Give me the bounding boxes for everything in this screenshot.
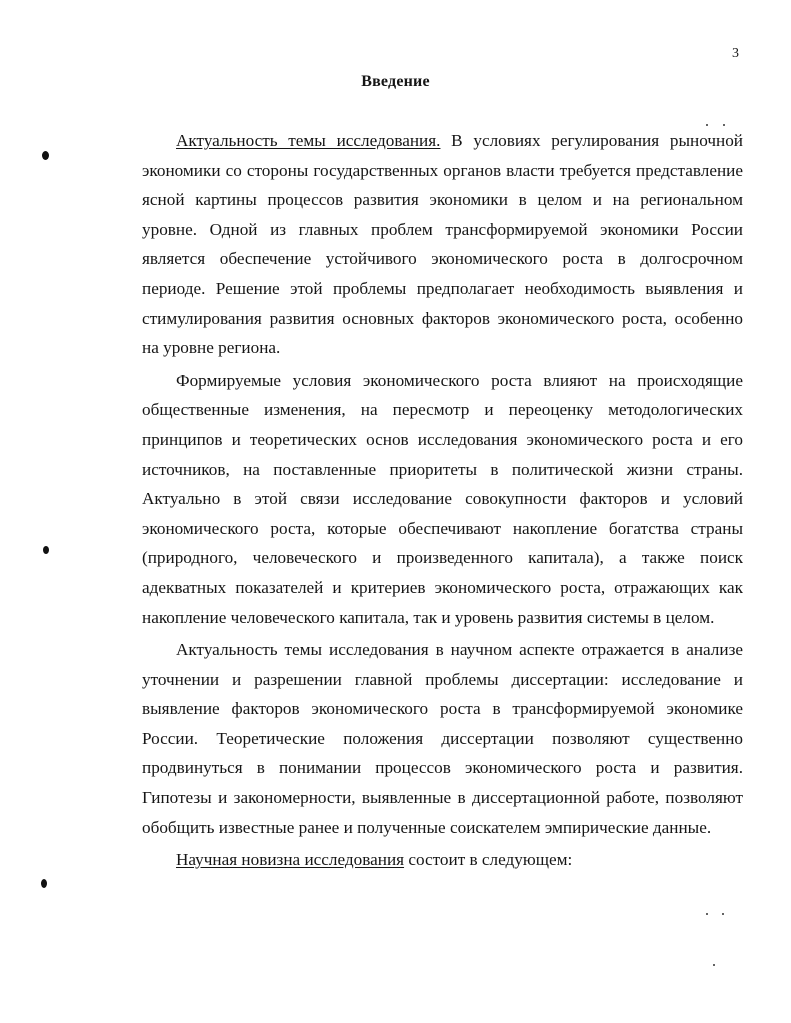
scan-mark (43, 546, 49, 554)
page-number: 3 (732, 46, 739, 61)
scan-speck (722, 913, 724, 915)
novelty-heading: Научная новизна исследования (176, 850, 405, 870)
scan-mark (41, 879, 47, 888)
paragraph-scientific-aspect: Актуальность темы исследования в научном аспекте отражается в анализе уточнении и разрешении главной проблемы диссертации: исследование и выявление факторов экономического роста в трансформируемой экономике России. Теоретические положения диссертации позволяют существенно продвинуться в понимании процессов экономического роста и развития. Гипотезы и закономерности, выявленные в диссертационной работе, позволяют обобщить известные ранее и полученные соискателем эмпирические данные. (142, 640, 743, 837)
page-title: Введение (361, 73, 430, 90)
document-body (142, 126, 743, 875)
relevance-text: В условиях регулирования рыночной экономики со стороны государственных органов власти требуется представление ясной картины процессов развития экономики в целом и на региональном уровне. Одной из главных проблем трансформируемой экономики России является обеспечение устойчивого экономического роста в долгосрочном периоде. Решение этой проблемы предполагает необходимость выявления и стимулирования развития основных факторов экономического роста, особенно на уровне региона. (142, 131, 743, 358)
scan-speck (713, 964, 715, 966)
paragraph-conditions: Формируемые условия экономического роста влияют на происходящие общественные изменения, на пересмотр и переоценку методологических принципов и теоретических основ исследования экономического роста и его источников, на поставленные приоритеты в политической жизни страны. Актуально в этой связи исследование совокупности факторов и условий экономического роста, которые обеспечивают накопление богатства страны (природного, человеческого и произведенного капитала), а также поиск адекватных показателей и критериев экономического роста, отражающих как накопление человеческого капитала, так и уровень развития системы в целом. (142, 370, 743, 627)
scan-mark (42, 151, 49, 160)
novelty-text: состоит в следующем: (404, 850, 573, 870)
scan-speck (706, 124, 708, 126)
relevance-heading: Актуальность темы исследования. (176, 131, 441, 150)
paragraph-novelty (142, 845, 743, 875)
scan-speck (723, 124, 725, 126)
scan-speck (706, 913, 708, 915)
paragraph-relevance (142, 126, 743, 363)
